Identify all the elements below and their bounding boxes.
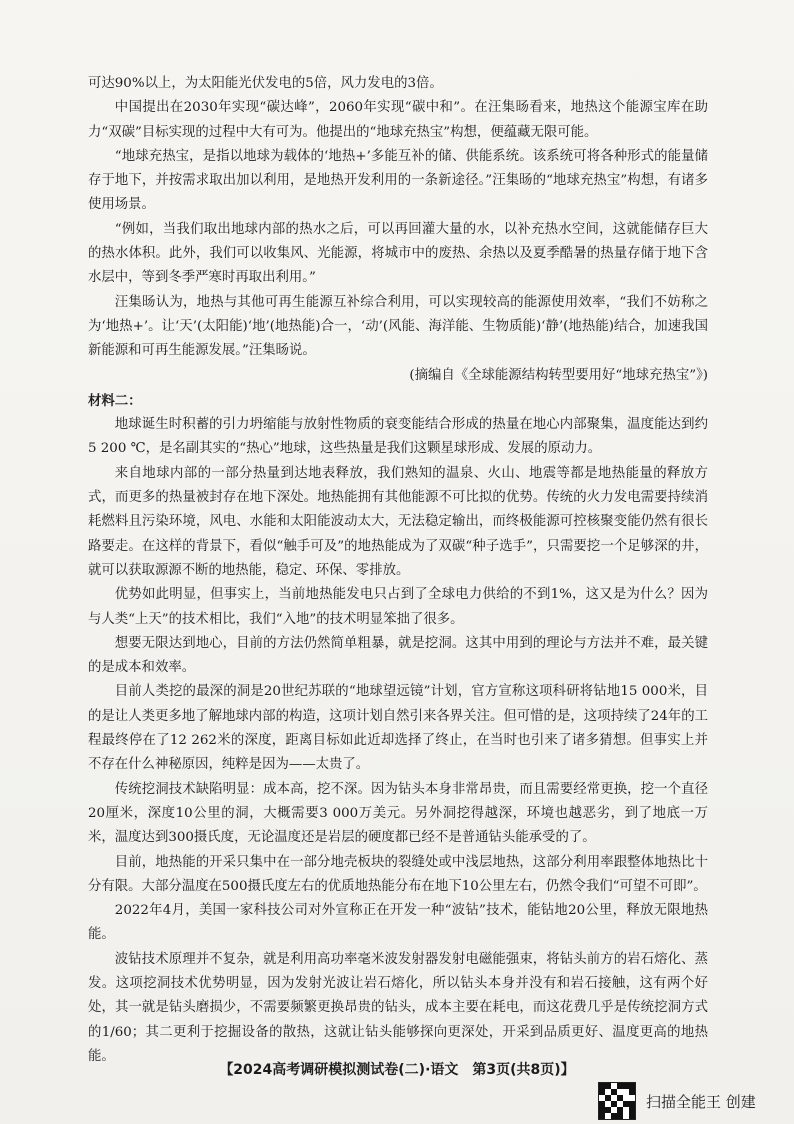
paragraph-7: 地球诞生时积蓄的引力坍缩能与放射性物质的衰变能结合形成的热量在地心内部聚集，温度能达到约5 200 ℃，是名副其实的“热心”地球，这些热量是我们这颗星球形成、发展的原动力。 [88, 417, 708, 457]
source-citation: (摘编自《全球能源结构转型要用好“地球充热宝”》) [409, 367, 708, 383]
paragraph-10: 想要无限达到地心，目前的方法仍然简单粗暴，就是挖洞。这其中用到的理论与方法并不难，最关键的是成本和效率。 [88, 635, 708, 676]
watermark-text: 扫描全能王 创建 [646, 1092, 756, 1111]
scanner-watermark [598, 1080, 788, 1122]
paragraph-1: 中国提出在2030年实现“碳达峰”，2060年实现“碳中和”。在汪集旸看来，地热这个能源宝库在助力“双碳”目标实现的过程中大有可为。他提出的“地球充热宝”构想，便蕴藏无限可能。 [88, 100, 708, 140]
paragraph-0: 可达90%以上，为太阳能光伏发电的5倍，风力发电的3倍。 [88, 76, 443, 91]
article-body [88, 72, 708, 1069]
paragraph-2: “地球充热宝，是指以地球为载体的‘地热+’多能互补的储、供能系统。该系统可将各种形式的能量储存于地下，并按需求取出加以利用，是地热开发利用的一条新途径。”汪集旸的“地球充热宝”构想，有诸多使用场景。 [88, 148, 708, 213]
paragraph-13: 目前，地热能的开采只集中在一部分地壳板块的裂缝处或中浅层地热，这部分利用率跟整体地热比十分有限。大部分温度在500摄氏度左右的优质地热能分布在地下10公里左右，仍然令我们“可望不可即”。 [88, 854, 708, 894]
paragraph-8: 来自地球内部的一部分热量到达地表释放，我们熟知的温泉、火山、地震等都是地热能量的释放方式，而更多的热量被封存在地下深处。地热能拥有其他能源不可比拟的优势。传统的火力发电需要持续消耗燃料且污染环境，风电、水能和太阳能波动太大，无法稳定输出，而终极能源可控核聚变能仍然有很长路要走。在这样的背景下，看似“触手可及”的地热能成为了双碳“种子选手”，只需要挖一个足够深的井，就可以获取源源不断的地热能，稳定、环保、零排放。 [88, 465, 708, 578]
paragraph-14: 2022年4月，美国一家科技公司对外宣称正在开发一种“波钻”技术，能钻地20公里，释放无限地热能。 [88, 903, 708, 943]
paragraph-11: 目前人类挖的最深的洞是20世纪苏联的“地球望远镜”计划，官方宣称这项科研将钻地15 000米，目的是让人类更多地了解地球内部的构造，这项计划自然引来各界关注。但可惜的是，这项持续了24年的工程最终停在了12 262米的深度，距离目标如此近却选择了终止，在当时也引来了诸多猜想。但事实上并不存在什么神秘原因，纯粹是因为——太贵了。 [88, 684, 708, 773]
section-heading: 材料二： [88, 392, 142, 409]
paragraph-15: 波钻技术原理并不复杂，就是利用高功率毫米波发射器发射电磁能强束，将钻头前方的岩石熔化、蒸发。这项挖洞技术优势明显，因为发射光波让岩石熔化，所以钻头本身并没有和岩石接触，这有两个好处，其一就是钻头磨损少，不需要频繁更换昂贵的钻头，成本主要在耗电，而这花费几乎是传统挖洞方式的1/60；其二更利于挖掘设备的散热，这就让钻头能够探向更深处，开采到品质更好、温度更高的地热能。 [88, 951, 708, 1064]
paragraph-12: 传统挖洞技术缺陷明显：成本高，挖不深。因为钻头本身非常昂贵，而且需要经常更换，挖一个直径20厘米，深度10公里的洞，大概需要3 000万美元。另外洞挖得越深，环境也越恶劣，到了地底一万米，温度达到300摄氏度，无论温度还是岩层的硬度都已经不是普通钻头能承受的了。 [88, 781, 708, 846]
page-footer: 【2024高考调研模拟测试卷(二)·语文 第3页(共8页)】 [219, 1062, 575, 1078]
paragraph-3: “例如，当我们取出地球内部的热水之后，可以再回灌大量的水，以补充热水空间，这就能储存巨大的热水体积。此外，我们可以收集风、光能源，将城市中的废热、余热以及夏季酷暑的热量存储于地下含水层中，等到冬季严寒时再取出利用。” [88, 221, 708, 286]
paragraph-9: 优势如此明显，但事实上，当前地热能发电只占到了全球电力供给的不到1%，这又是为什么？因为与人类“上天”的技术相比，我们“入地”的技术明显笨拙了很多。 [88, 587, 708, 627]
paragraph-4: 汪集旸认为，地热与其他可再生能源互补综合利用，可以实现较高的能源使用效率，“我们不妨称之为‘地热+’。让‘天’(太阳能)‘地’(地热能)合一，‘动’(风能、海洋能、生物质能)‘静’(地热能)结合，加速我国新能源和可再生能源发展。”汪集旸说。 [88, 294, 708, 359]
qr-code-icon [598, 1082, 636, 1120]
